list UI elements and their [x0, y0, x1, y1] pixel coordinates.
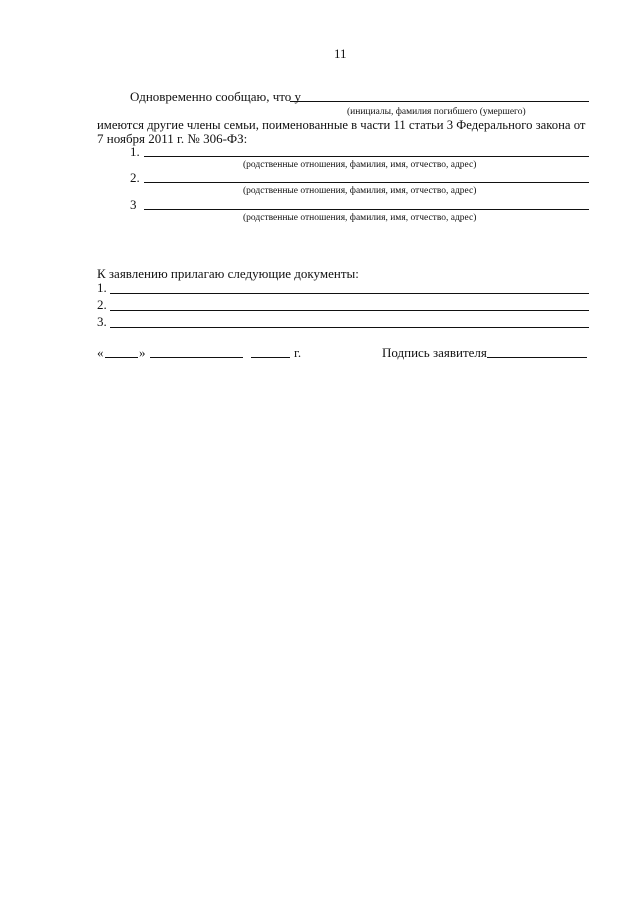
signature-field[interactable] [487, 357, 587, 358]
attachment-number: 2. [97, 297, 107, 312]
member-field-1[interactable] [144, 156, 589, 157]
date-month-field[interactable] [150, 357, 243, 358]
deceased-name-field[interactable] [290, 101, 589, 102]
member-number: 1. [130, 144, 140, 159]
notice-paragraph-line-2: 7 ноября 2011 г. № 306-ФЗ: [97, 131, 248, 146]
member-field-2[interactable] [144, 182, 589, 183]
signature-label: Подпись заявителя [382, 345, 487, 360]
attachment-field-3[interactable] [110, 327, 589, 328]
page-number: 11 [334, 46, 347, 61]
attachment-number: 3. [97, 314, 107, 329]
attachment-field-2[interactable] [110, 310, 589, 311]
member-number: 3 [130, 197, 137, 212]
member-caption: (родственные отношения, фамилия, имя, отчество, адрес) [243, 186, 477, 196]
member-caption: (родственные отношения, фамилия, имя, отчество, адрес) [243, 213, 477, 223]
attachment-number: 1. [97, 280, 107, 295]
attachment-field-1[interactable] [110, 293, 589, 294]
date-year-suffix: г. [294, 345, 302, 360]
notice-paragraph-line-1: имеются другие члены семьи, поименованные в части 11 статьи 3 Федерального закона от [97, 118, 586, 132]
date-year-field[interactable] [251, 357, 290, 358]
attachments-heading: К заявлению прилагаю следующие документы: [97, 266, 359, 281]
member-caption: (родственные отношения, фамилия, имя, отчество, адрес) [243, 160, 477, 170]
date-day-field[interactable] [105, 357, 138, 358]
date-quote-open: « [97, 345, 104, 360]
date-quote-close: » [139, 345, 146, 360]
member-field-3[interactable] [144, 209, 589, 210]
deceased-name-caption: (инициалы, фамилия погибшего (умершего) [347, 107, 526, 117]
member-number: 2. [130, 170, 140, 185]
notice-lead-text: Одновременно сообщаю, что у [130, 89, 302, 104]
